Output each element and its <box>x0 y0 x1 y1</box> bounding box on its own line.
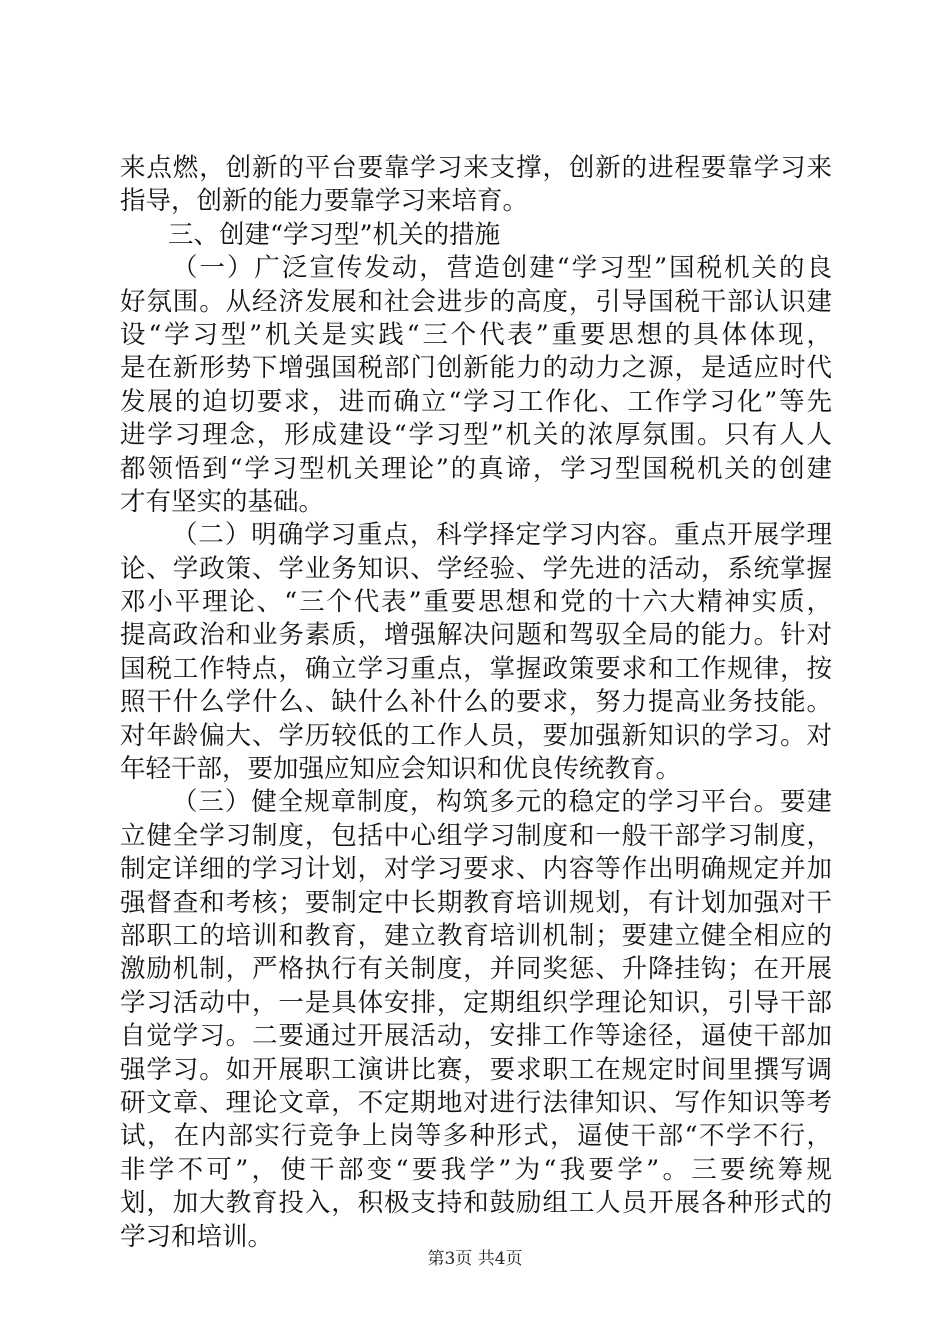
text-line: 都领悟到“学习型机关理论”的真谛，学习型国税机关的创建 <box>120 453 832 484</box>
text-line: 来点燃，创新的平台要靠学习来支撑，创新的进程要靠学习来 <box>120 153 832 183</box>
text-line: 设“学习型”机关是实践“三个代表”重要思想的具体体现， <box>120 319 832 350</box>
text-line: 年轻干部，要加强应知应会知识和优良传统教育。 <box>120 754 682 785</box>
text-line: 提高政治和业务素质，增强解决问题和驾驭全局的能力。针对 <box>120 620 832 651</box>
text-line: 是在新形势下增强国税部门创新能力的动力之源，是适应时代 <box>120 353 832 384</box>
text-line: 部职工的培训和教育，建立教育培训机制；要建立健全相应的 <box>120 920 832 951</box>
text-line: 自觉学习。二要通过开展活动，安排工作等途径，逼使干部加 <box>120 1021 832 1052</box>
text-line: 划，加大教育投入，积极支持和鼓励组工人员开展各种形式的 <box>120 1188 832 1219</box>
text-line: 三、创建“学习型”机关的措施 <box>168 219 501 250</box>
document-body <box>120 152 832 1254</box>
text-line: 才有坚实的基础。 <box>120 486 325 517</box>
text-line: 指导，创新的能力要靠学习来培育。 <box>120 186 529 217</box>
text-line: 强学习。如开展职工演讲比赛，要求职工在规定时间里撰写调 <box>120 1054 832 1085</box>
text-line: （三）健全规章制度，构筑多元的稳定的学习平台。要建 <box>172 787 832 818</box>
text-line: 研文章、理论文章，不定期地对进行法律知识、写作知识等考 <box>120 1087 832 1118</box>
text-line: 学习和培训。 <box>120 1221 274 1252</box>
text-line: 邓小平理论、“三个代表”重要思想和党的十六大精神实质， <box>120 587 832 618</box>
text-line: 学习活动中，一是具体安排，定期组织学理论知识，引导干部 <box>120 987 832 1018</box>
text-line: 国税工作特点，确立学习重点，掌握政策要求和工作规律，按 <box>120 653 832 684</box>
text-line: 立健全学习制度，包括中心组学习制度和一般干部学习制度， <box>120 820 832 851</box>
text-line: 激励机制，严格执行有关制度，并同奖惩、升降挂钩；在开展 <box>120 954 832 985</box>
text-line: 制定详细的学习计划，对学习要求、内容等作出明确规定并加 <box>120 854 832 885</box>
text-line: 试，在内部实行竞争上岗等多种形式，逼使干部“不学不行， <box>120 1121 832 1152</box>
text-line: 发展的迫切要求，进而确立“学习工作化、工作学习化”等先 <box>120 386 832 417</box>
text-line: 强督查和考核；要制定中长期教育培训规划，有计划加强对干 <box>120 887 832 918</box>
text-line: （一）广泛宣传发动，营造创建“学习型”国税机关的良 <box>172 253 832 284</box>
text-line: 好氛围。从经济发展和社会进步的高度，引导国税干部认识建 <box>120 286 832 317</box>
text-line: 对年龄偏大、学历较低的工作人员，要加强新知识的学习。对 <box>120 720 832 751</box>
text-line: 进学习理念，形成建设“学习型”机关的浓厚氛围。只有人人 <box>120 420 832 451</box>
page-footer: 第3页 共4页 <box>427 1249 523 1269</box>
text-line: 照干什么学什么、缺什么补什么的要求，努力提高业务技能。 <box>120 687 832 718</box>
text-line: （二）明确学习重点，科学择定学习内容。重点开展学理 <box>172 520 832 551</box>
text-line: 非学不可”，使干部变“要我学”为“我要学”。三要统筹规 <box>120 1154 832 1185</box>
text-line: 论、学政策、学业务知识、学经验、学先进的活动，系统掌握 <box>120 553 832 584</box>
